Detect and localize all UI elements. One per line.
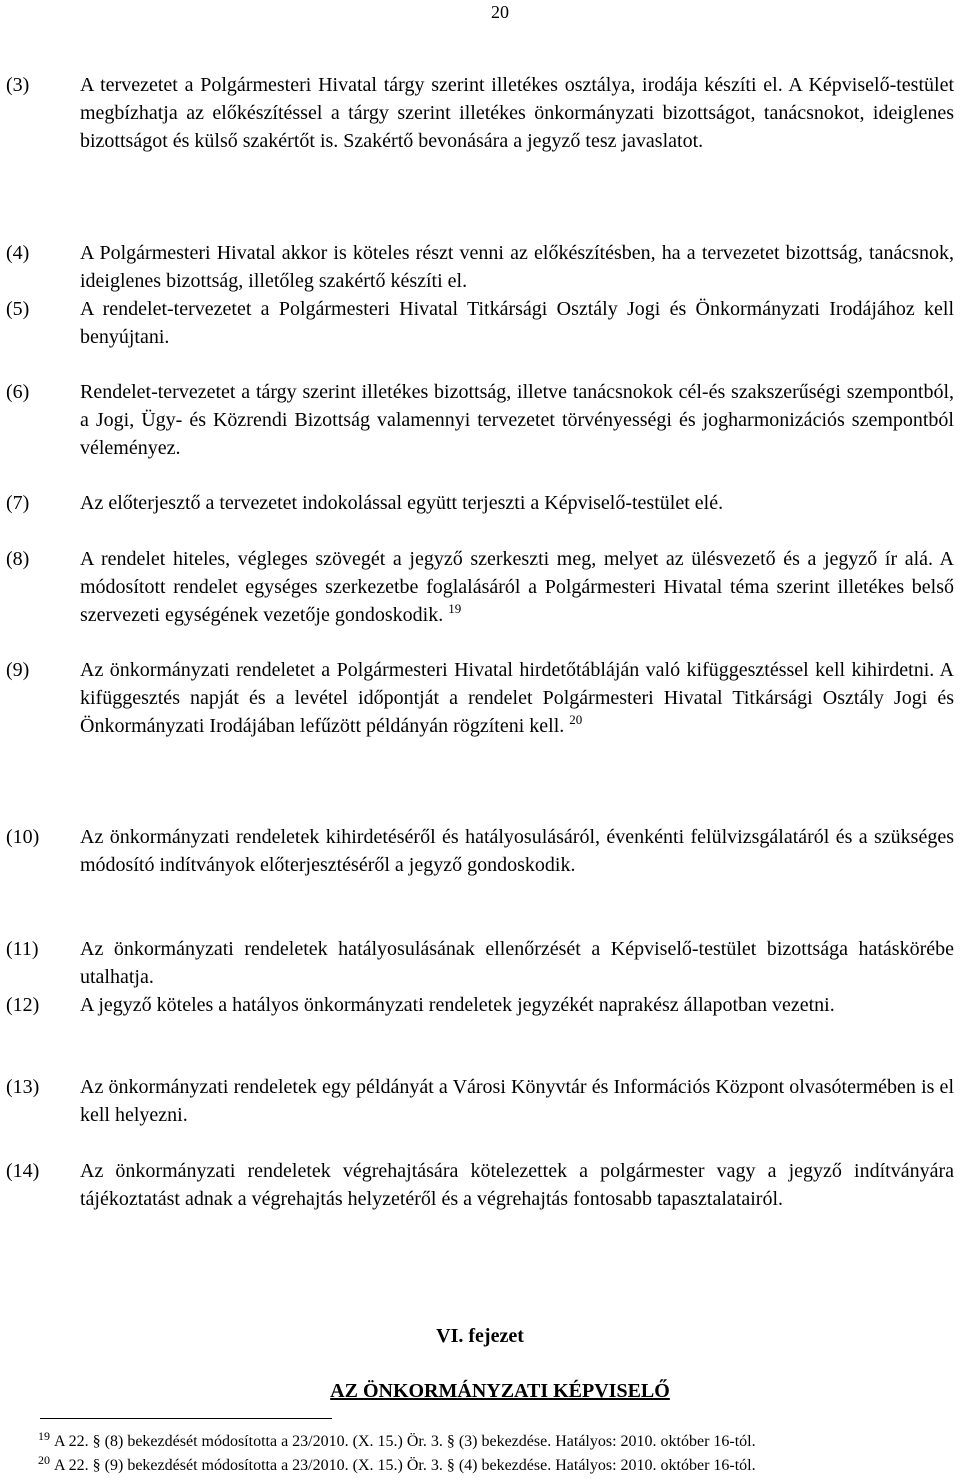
paragraph-4 xyxy=(0,239,960,295)
paragraph-9 xyxy=(0,656,960,740)
paragraph-7 xyxy=(0,489,960,517)
paragraph-10 xyxy=(0,823,960,879)
footnote-divider xyxy=(40,1418,332,1419)
paragraph-text: A Polgármesteri Hivatal akkor is köteles részt venni az előkészítésben, ha a tervezetet bizottság, tanácsnok, ideiglenes bizottság, illetőleg szakértő készíti el. xyxy=(80,242,954,292)
paragraph-text: A jegyző köteles a hatályos önkormányzati rendeletek jegyzékét naprakész állapotban vezetni. xyxy=(80,994,835,1016)
paragraph-text: Az önkormányzati rendeletek hatályosulásának ellenőrzését a Képviselő-testület bizottsága hatáskörébe utalhatja. xyxy=(80,938,954,988)
paragraph-number: (11) xyxy=(6,938,39,960)
paragraph-number: (12) xyxy=(6,994,40,1016)
paragraph-number: (5) xyxy=(6,298,30,320)
paragraph-5 xyxy=(0,295,960,351)
paragraph-number: (10) xyxy=(6,826,40,848)
paragraph-11 xyxy=(0,935,960,991)
paragraph-text: Az önkormányzati rendeletek végrehajtására kötelezettek a polgármester vagy a jegyző indítványára tájékoztatást adnak a végrehajtás helyzetéről és a végrehajtás fontosabb tapasztalatairól. xyxy=(80,1160,954,1210)
footnote-text: A 22. § (8) bekezdését módosította a 23/2010. (X. 15.) Ör. 3. § (3) bekezdése. Hatályos: 2010. október 16-tól. xyxy=(54,1433,756,1450)
footnote-ref[interactable]: 19 xyxy=(448,601,462,616)
paragraph-number: (7) xyxy=(6,492,30,514)
footnote-ref[interactable]: 20 xyxy=(569,712,583,727)
paragraph-number: (4) xyxy=(6,242,30,264)
footnote-text: A 22. § (9) bekezdését módosította a 23/2010. (X. 15.) Ör. 3. § (4) bekezdése. Hatályos: 2010. október 16-tól. xyxy=(54,1457,756,1474)
section-title: AZ ÖNKORMÁNYZATI KÉPVISELŐ xyxy=(330,1380,670,1402)
paragraph-3 xyxy=(0,71,960,155)
paragraph-text: A tervezetet a Polgármesteri Hivatal tárgy szerint illetékes osztálya, irodája készíti el. A Képviselő-testület megbízhatja az előkészítéssel a tárgy szerint illetékes önkormányzati bizottságot, tanácsnokot, ideiglenes bizottságot és külső szakértőt is. Szakértő bevonására a jegyző tesz javaslatot. xyxy=(80,74,954,152)
paragraph-8 xyxy=(0,545,960,629)
paragraph-6 xyxy=(0,378,960,462)
paragraph-13 xyxy=(0,1073,960,1129)
paragraph-14 xyxy=(0,1157,960,1213)
paragraph-text: A rendelet hiteles, végleges szövegét a jegyző szerkeszti meg, melyet az ülésvezető és a jegyző ír alá. A módosított rendelet egységes szerkezetbe foglalásáról a Polgármesteri Hivatal téma szerint illetékes belső szervezeti egységének vezetője gondoskodik. xyxy=(80,548,954,626)
footnote-19 xyxy=(38,1429,958,1452)
paragraph-text: A rendelet-tervezetet a Polgármesteri Hivatal Titkársági Osztály Jogi és Önkormányzati Irodájához kell benyújtani. xyxy=(80,298,954,348)
footnote-mark: 19 xyxy=(38,1429,50,1443)
paragraph-number: (9) xyxy=(6,659,30,681)
paragraph-text: Az előterjesztő a tervezetet indokolással együtt terjeszti a Képviselő-testület elé. xyxy=(80,492,724,514)
paragraph-text: Az önkormányzati rendeletet a Polgármesteri Hivatal hirdetőtábláján való kifüggesztéssel kell kihirdetni. A kifüggesztés napját és a levétel időpontját a rendelet Polgármesteri Hivatal Titkársági Osztály Jogi és Önkormányzati Irodájában lefűzött példányán rögzíteni kell. xyxy=(80,659,954,737)
paragraph-number: (3) xyxy=(6,74,30,96)
footnote-mark: 20 xyxy=(38,1453,50,1467)
paragraph-number: (6) xyxy=(6,381,30,403)
paragraph-text: Rendelet-tervezetet a tárgy szerint illetékes bizottság, illetve tanácsnokok cél-és szakszerűségi szempontból, a Jogi, Ügy- és Közrendi Bizottság valamennyi tervezetet törvényességi és jogharmonizációs szempontból véleményez. xyxy=(80,381,954,459)
paragraph-number: (8) xyxy=(6,548,30,570)
paragraph-text: Az önkormányzati rendeletek egy példányát a Városi Könyvtár és Információs Központ olvasótermében is el kell helyezni. xyxy=(80,1076,954,1126)
paragraph-12 xyxy=(0,991,960,1019)
footnote-20 xyxy=(38,1453,958,1476)
paragraph-text: Az önkormányzati rendeletek kihirdetéséről és hatályosulásáról, évenkénti felülvizsgálatáról és a szükséges módosító indítványok előterjesztéséről a jegyző gondoskodik. xyxy=(80,826,954,876)
paragraph-number: (14) xyxy=(6,1160,40,1182)
paragraph-number: (13) xyxy=(6,1076,40,1098)
page-number: 20 xyxy=(491,2,509,22)
chapter-heading: VI. fejezet xyxy=(436,1325,524,1347)
